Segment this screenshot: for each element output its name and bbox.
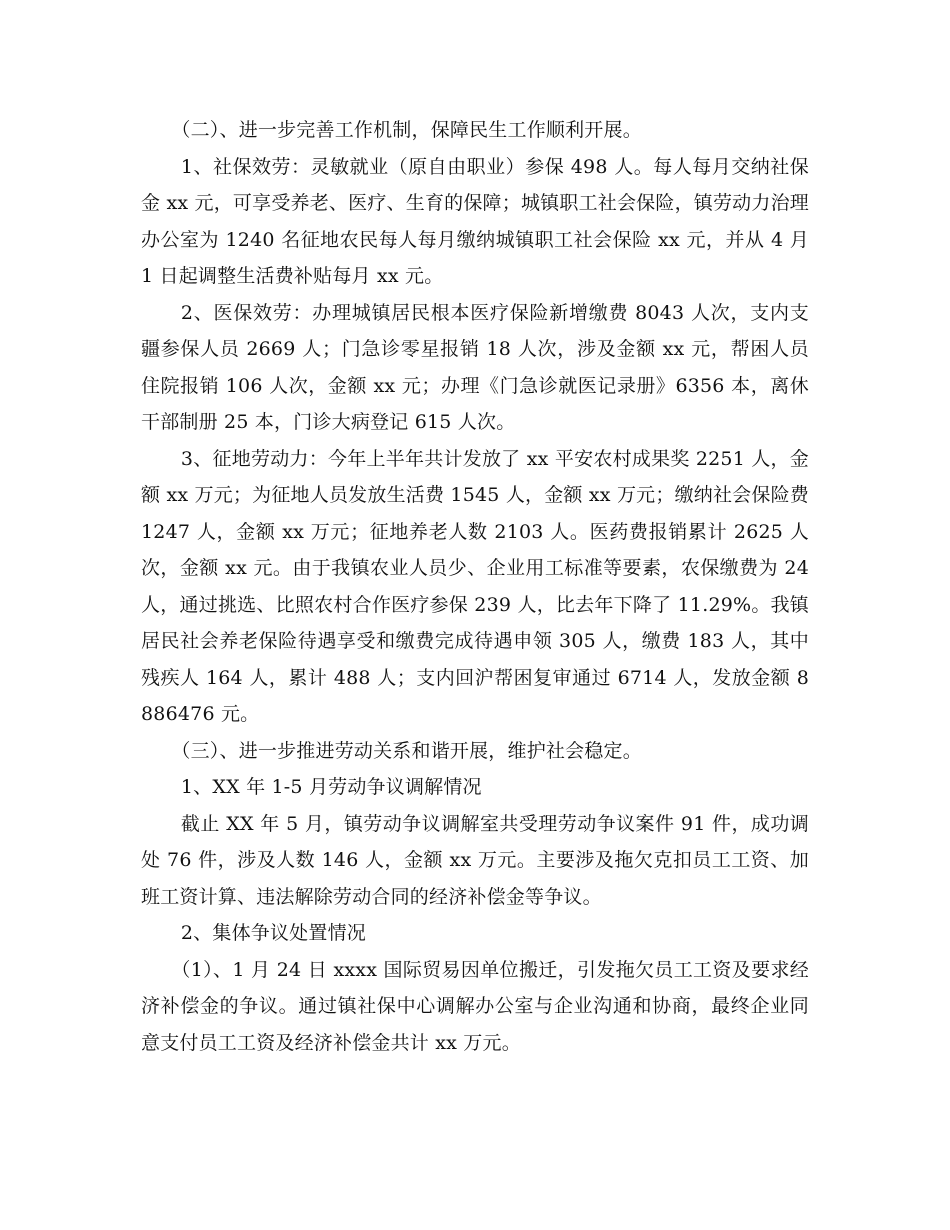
subheading-labor-dispute: 1、XX 年 1-5 月劳动争议调解情况 (180, 776, 482, 798)
paragraph-social-security: 1、社保效劳：灵敏就业（原自由职业）参保 498 人。每人每月交纳社保金 xx 元，可享受养老、医疗、生育的保障；城镇职工社会保险，镇劳动力治理办公室为 1240 名征地农民每人每月缴纳城镇职工社会保险 xx 元，并从 4 月 1 日起调整生活费补贴每月 xx 元。 (141, 155, 809, 287)
subheading-collective-dispute: 2、集体争议处置情况 (180, 922, 366, 944)
paragraph-medical-insurance: 2、医保效劳：办理城镇居民根本医疗保险新增缴费 8043 人次，支内支疆参保人员 2669 人；门急诊零星报销 18 人次，涉及金额 xx 元，帮困人员住院报销 106 人次，金额 xx 元；办理《门急诊就医记录册》6356 本，离休干部制册 25 本，门诊大病登记 615 人次。 (141, 301, 809, 433)
section-heading-2: （二）、进一步完善工作机制，保障民生工作顺利开展。 (171, 119, 642, 141)
paragraph-land-labor: 3、征地劳动力：今年上半年共计发放了 xx 平安农村成果奖 2251 人，金额 xx 万元；为征地人员发放生活费 1545 人，金额 xx 万元；缴纳社会保险费 1247 人，金额 xx 万元；征地养老人数 2103 人。医药费报销累计 2625 人次，金额 xx 元。由于我镇农业人员少、企业用工标准等要素，农保缴费为 24 人，通过挑选、比照农村合作医疗参保 239 人，比去年下降了 11.29%。我镇居民社会养老保险待遇享受和缴费完成待遇申领 305 人，缴费 183 人，其中残疾人 164 人，累计 488 人；支内回沪帮困复审通过 6714 人，发放金额 8886476 元。 (141, 447, 809, 725)
paragraph-labor-dispute: 截止 XX 年 5 月，镇劳动争议调解室共受理劳动争议案件 91 件，成功调处 76 件，涉及人数 146 人，金额 xx 万元。主要涉及拖欠克扣员工工资、加班工资计算、违法解除劳动合同的经济补偿金等争议。 (141, 812, 809, 908)
paragraph-collective-dispute-1: （1）、1 月 24 日 xxxx 国际贸易因单位搬迁，引发拖欠员工工资及要求经济补偿金的争议。通过镇社保中心调解办公室与企业沟通和协商，最终企业同意支付员工工资及经济补偿金共计 xx 万元。 (141, 958, 809, 1054)
section-heading-3: （三）、进一步推进劳动关系和谐开展，维护社会稳定。 (171, 739, 642, 762)
document-body (141, 112, 809, 1061)
